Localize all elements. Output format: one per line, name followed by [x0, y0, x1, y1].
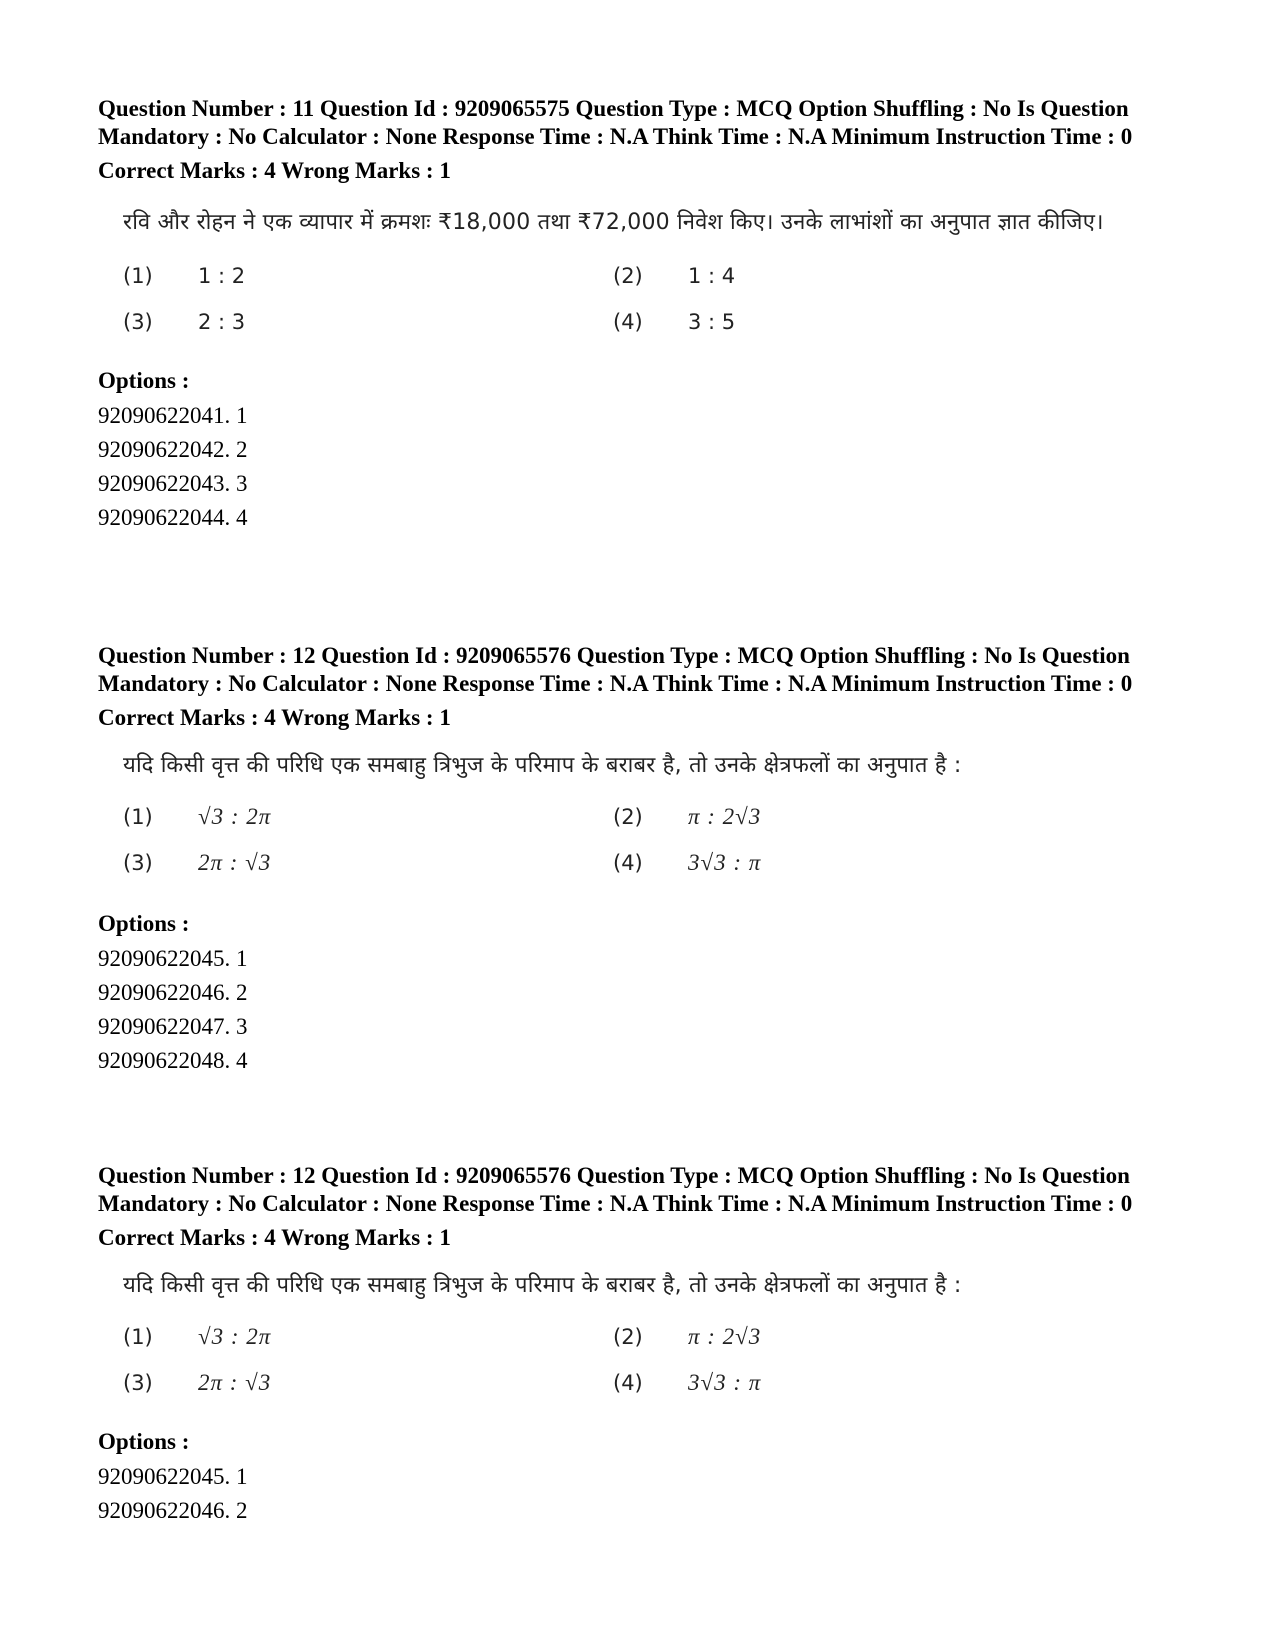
answer-choices: [123, 259, 1133, 339]
question-text: रवि और रोहन ने एक व्यापार में क्रमशः ₹18,000 तथा ₹72,000 निवेश किए। उनके लाभांशों का अनुपात ज्ञात कीजिए।: [123, 210, 1104, 235]
options-heading: Options :: [98, 368, 190, 393]
question-meta: Question Number : 12 Question Id : 9209065576 Question Type : MCQ Option Shuffling : No Is Question Mandatory : No Calculator : None Response Time : N.A Think Time : N.A Minimum Instruction Time : 0: [98, 1163, 1133, 1216]
question-marks: Correct Marks : 4 Wrong Marks : 1: [98, 705, 451, 730]
question-body: [123, 207, 1133, 339]
answer-choice: [613, 800, 1083, 834]
option-id: 92090622047. 3: [98, 1014, 248, 1039]
question-meta: Question Number : 11 Question Id : 9209065575 Question Type : MCQ Option Shuffling : No Is Question Mandatory : No Calculator : None Response Time : N.A Think Time : N.A Minimum Instruction Time : 0: [98, 96, 1133, 149]
choice-value: 1 : 2: [198, 264, 246, 288]
option-id: 92090622048. 4: [98, 1048, 248, 1073]
answer-choice: [123, 846, 613, 880]
choice-value: √3 : 2π: [198, 1324, 272, 1349]
answer-choice: [613, 1320, 1083, 1354]
answer-choice: [123, 259, 613, 293]
option-id: 92090622046. 2: [98, 980, 248, 1005]
question-block: [98, 642, 1138, 1078]
question-text: यदि किसी वृत्त की परिधि एक समबाहु त्रिभुज के परिमाप के बराबर है, तो उनके क्षेत्रफलों का अनुपात है :: [123, 1273, 962, 1298]
question-text: यदि किसी वृत्त की परिधि एक समबाहु त्रिभुज के परिमाप के बराबर है, तो उनके क्षेत्रफलों का अनुपात है :: [123, 753, 962, 778]
options-heading: Options :: [98, 1429, 190, 1454]
option-id: 92090622041. 1: [98, 403, 248, 428]
answer-choice: [613, 259, 1083, 293]
option-id: 92090622045. 1: [98, 1464, 248, 1489]
choice-value: 3√3 : π: [688, 850, 762, 875]
question-block: [98, 1162, 1138, 1528]
option-id: 92090622046. 2: [98, 1498, 248, 1523]
answer-choice: [613, 305, 1083, 339]
choice-number: (1): [123, 805, 153, 829]
answer-choice: [123, 800, 613, 834]
choice-value: 1 : 4: [688, 264, 736, 288]
choice-value: 2π : √3: [198, 850, 272, 875]
choice-number: (3): [123, 851, 153, 875]
options-heading: Options :: [98, 911, 190, 936]
choice-value: 2 : 3: [198, 310, 246, 334]
answer-choices: [123, 1320, 1133, 1400]
choice-value: √3 : 2π: [198, 804, 272, 829]
option-id: 92090622043. 3: [98, 471, 248, 496]
choice-number: (3): [123, 1371, 153, 1395]
answer-choices: [123, 800, 1133, 880]
answer-choice: [123, 1366, 613, 1400]
option-id: 92090622044. 4: [98, 505, 248, 530]
answer-choice: [123, 305, 613, 339]
answer-choice: [123, 1320, 613, 1354]
choice-number: (4): [613, 851, 643, 875]
choice-value: 3 : 5: [688, 310, 736, 334]
option-id: 92090622042. 2: [98, 437, 248, 462]
choice-number: (2): [613, 805, 643, 829]
choice-value: 3√3 : π: [688, 1370, 762, 1395]
choice-number: (2): [613, 264, 643, 288]
choice-number: (1): [123, 264, 153, 288]
question-body: [123, 1270, 1133, 1400]
options-list: [98, 399, 1138, 535]
options-list: [98, 1460, 1138, 1528]
choice-value: 2π : √3: [198, 1370, 272, 1395]
choice-value: π : 2√3: [688, 804, 762, 829]
choice-number: (1): [123, 1325, 153, 1349]
choice-number: (4): [613, 1371, 643, 1395]
choice-value: π : 2√3: [688, 1324, 762, 1349]
choice-number: (3): [123, 310, 153, 334]
question-marks: Correct Marks : 4 Wrong Marks : 1: [98, 158, 451, 183]
options-list: [98, 942, 1138, 1078]
choice-number: (2): [613, 1325, 643, 1349]
choice-number: (4): [613, 310, 643, 334]
answer-choice: [613, 846, 1083, 880]
answer-choice: [613, 1366, 1083, 1400]
question-block: [98, 95, 1138, 535]
question-marks: Correct Marks : 4 Wrong Marks : 1: [98, 1225, 451, 1250]
question-meta: Question Number : 12 Question Id : 9209065576 Question Type : MCQ Option Shuffling : No Is Question Mandatory : No Calculator : None Response Time : N.A Think Time : N.A Minimum Instruction Time : 0: [98, 643, 1133, 696]
option-id: 92090622045. 1: [98, 946, 248, 971]
question-body: [123, 750, 1133, 880]
